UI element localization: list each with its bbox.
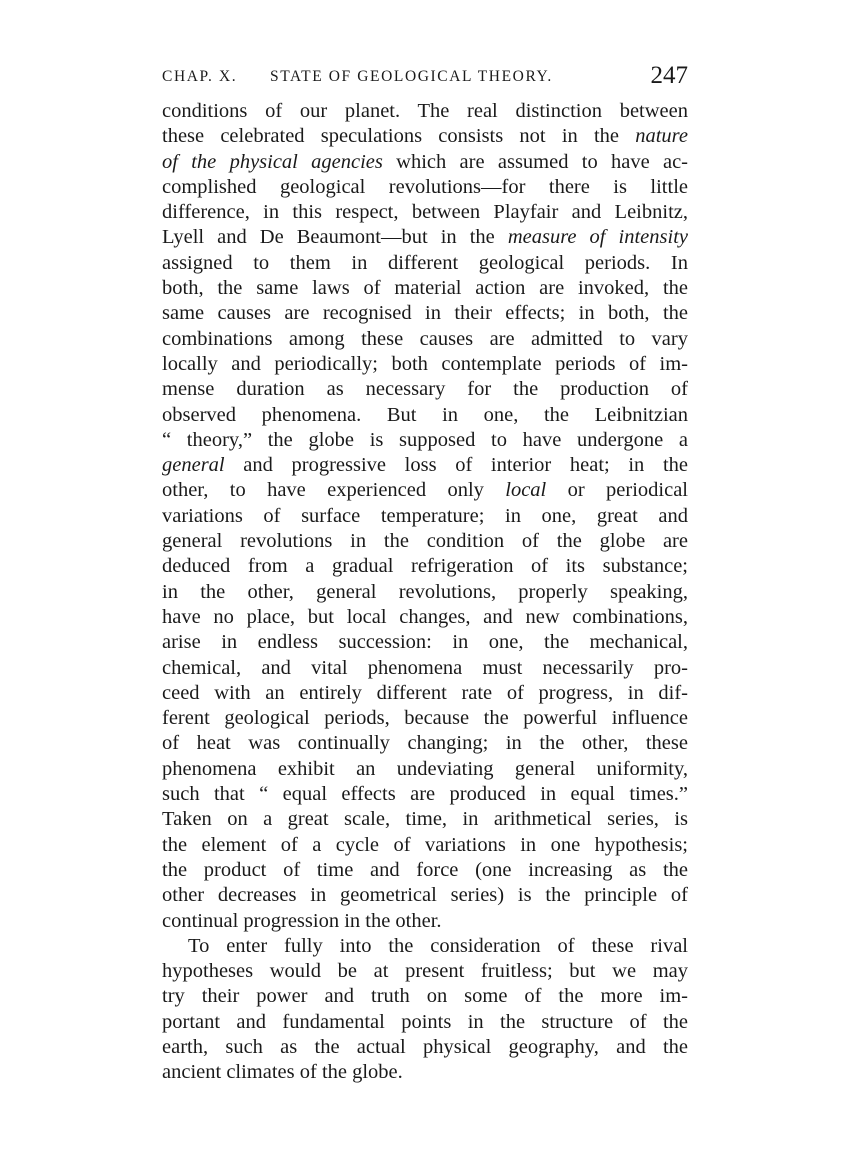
- text-line: [162, 580, 688, 605]
- text-run: or periodical: [546, 479, 688, 502]
- text-run: difference, in this respect, between Playfair and Leibnitz,: [162, 201, 688, 224]
- text-line: [162, 327, 688, 352]
- text-run: complished geological revolutions—for there is little: [162, 175, 688, 198]
- text-run: hypotheses would be at present fruitless; but we may: [162, 960, 688, 983]
- text-line: [162, 782, 688, 807]
- italic-run: general: [162, 454, 225, 477]
- text-line: [162, 731, 688, 756]
- text-run: the product of time and force (one increasing as the: [162, 858, 688, 881]
- text-line: [162, 656, 688, 681]
- text-run: deduced from a gradual refrigeration of its substance;: [162, 555, 688, 578]
- text-run: variations of surface temperature; in one, great and: [162, 504, 688, 527]
- text-line: [162, 833, 688, 858]
- paragraph: [162, 934, 688, 1086]
- body-text: [162, 99, 688, 1086]
- text-run: earth, such as the actual physical geography, and the: [162, 1035, 688, 1058]
- page-number: 247: [650, 62, 688, 89]
- text-line: [162, 605, 688, 630]
- text-line: [162, 377, 688, 402]
- paragraph: [162, 99, 688, 934]
- text-line: [162, 225, 688, 250]
- text-run: observed phenomena. But in one, the Leibnitzian: [162, 403, 688, 426]
- text-line: [162, 757, 688, 782]
- text-run: in the other, general revolutions, properly speaking,: [162, 580, 688, 603]
- text-line: [162, 124, 688, 149]
- running-header: [162, 62, 688, 88]
- text-run: other, to have experienced only: [162, 479, 506, 502]
- text-run: chemical, and vital phenomena must necessarily pro-: [162, 656, 688, 679]
- text-line: [162, 403, 688, 428]
- text-run: ceed with an entirely different rate of progress, in dif-: [162, 681, 688, 704]
- text-line: [162, 681, 688, 706]
- text-run: try their power and truth on some of the more im-: [162, 985, 688, 1008]
- text-run: mense duration as necessary for the production of: [162, 378, 688, 401]
- running-title: STATE OF GEOLOGICAL THEORY.: [270, 68, 553, 85]
- text-line: [162, 909, 688, 934]
- text-line: [162, 453, 688, 478]
- text-line: [162, 1010, 688, 1035]
- text-run: To enter fully into the consideration of these rival: [188, 934, 688, 957]
- text-run: such that “ equal effects are produced in equal times.”: [162, 783, 688, 806]
- text-run: “ theory,” the globe is supposed to have undergone a: [162, 428, 688, 451]
- italic-run: of the physical agencies: [162, 150, 383, 173]
- text-run: the element of a cycle of variations in one hypothesis;: [162, 833, 688, 856]
- text-run: general revolutions in the condition of the globe are: [162, 530, 688, 553]
- text-line: [162, 99, 688, 124]
- text-line: [162, 934, 688, 959]
- text-run: of heat was continually changing; in the other, these: [162, 732, 688, 755]
- text-run: locally and periodically; both contemplate periods of im-: [162, 352, 688, 375]
- text-run: Taken on a great scale, time, in arithmetical series, is: [162, 808, 688, 831]
- text-line: [162, 352, 688, 377]
- text-line: [162, 276, 688, 301]
- chapter-label: CHAP. X.: [162, 68, 238, 85]
- text-line: [162, 883, 688, 908]
- text-line: [162, 200, 688, 225]
- text-run: continual progression in the other.: [162, 909, 442, 932]
- text-run: ferent geological periods, because the powerful influence: [162, 707, 688, 730]
- text-run: Lyell and De Beaumont—but in the: [162, 226, 508, 249]
- text-line: [162, 1035, 688, 1060]
- text-line: [162, 630, 688, 655]
- italic-run: measure of intensity: [507, 226, 688, 249]
- italic-run: local: [505, 479, 547, 502]
- text-run: same causes are recognised in their effects; in both, the: [162, 302, 688, 325]
- text-run: portant and fundamental points in the structure of the: [162, 1010, 688, 1033]
- italic-run: nature: [635, 125, 688, 148]
- text-line: [162, 175, 688, 200]
- text-line: [162, 529, 688, 554]
- text-line: [162, 251, 688, 276]
- text-run: conditions of our planet. The real distinction between: [162, 100, 688, 122]
- text-line: [162, 984, 688, 1009]
- text-run: assigned to them in different geological periods. In: [162, 251, 688, 274]
- text-run: phenomena exhibit an undeviating general uniformity,: [162, 757, 688, 780]
- text-line: [162, 150, 688, 175]
- text-run: combinations among these causes are admitted to vary: [162, 327, 688, 350]
- text-line: [162, 301, 688, 326]
- text-line: [162, 1060, 688, 1085]
- text-run: and progressive loss of interior heat; in the: [224, 454, 688, 477]
- text-line: [162, 554, 688, 579]
- text-run: which are assumed to have ac-: [382, 150, 688, 173]
- text-run: have no place, but local changes, and new combinations,: [162, 605, 688, 628]
- text-line: [162, 428, 688, 453]
- text-run: arise in endless succession: in one, the mechanical,: [162, 631, 688, 654]
- text-run: both, the same laws of material action are invoked, the: [162, 277, 688, 300]
- text-run: ancient climates of the globe.: [162, 1061, 403, 1084]
- text-line: [162, 478, 688, 503]
- text-line: [162, 807, 688, 832]
- text-line: [162, 504, 688, 529]
- text-run: other decreases in geometrical series) is the principle of: [162, 884, 688, 907]
- text-line: [162, 858, 688, 883]
- text-line: [162, 959, 688, 984]
- text-line: [162, 706, 688, 731]
- text-run: these celebrated speculations consists not in the: [162, 125, 636, 148]
